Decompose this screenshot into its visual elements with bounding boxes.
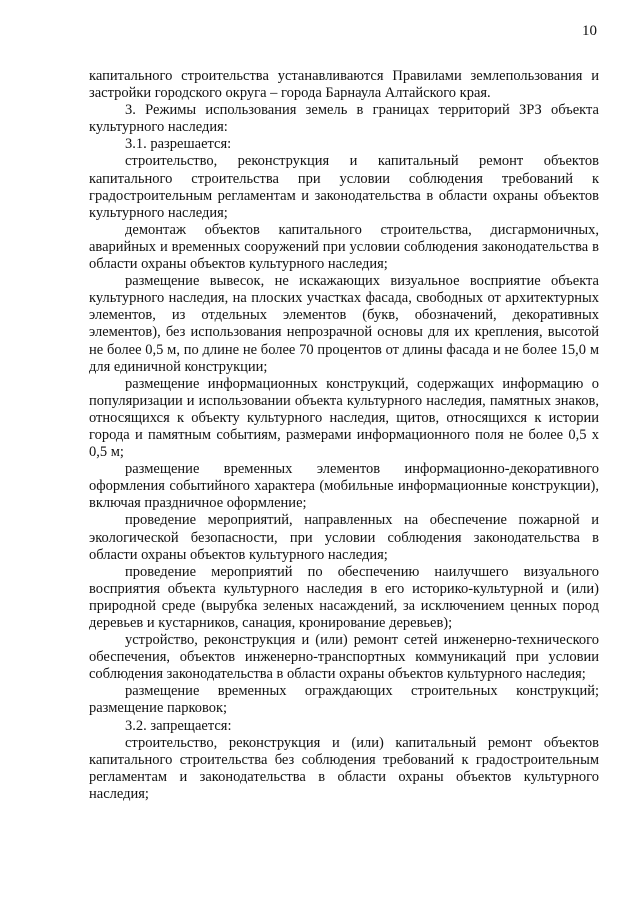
section-heading-3: 3. Режимы использования земель в границах территорий ЗРЗ объекта культурного наследия:: [89, 102, 599, 136]
list-item-temporary-fencing: размещение временных ограждающих строительных конструкций; размещение парковок;: [89, 683, 599, 717]
list-item-prohibited-construction: строительство, реконструкция и (или) капитальный ремонт объектов капитального строительства без соблюдения требований к градостроительным регламентам и законодательства в области охраны объектов культурного наследия;: [89, 734, 599, 802]
subsection-heading-3-1: 3.1. разрешается:: [125, 136, 232, 153]
subsection-heading-3-2: 3.2. запрещается:: [125, 717, 232, 734]
page-number: 10: [582, 23, 597, 39]
paragraph-continuation: капитального строительства устанавливаются Правилами землепользования и застройки городского округа – города Барнаула Алтайского края.: [89, 68, 599, 102]
list-item-info-structures: размещение информационных конструкций, содержащих информацию о популяризации и использовании объекта культурного наследия, памятных знаков, относящихся к объекту культурного наследия, щитов, относящихся к истории города и памятным событиям, размерами информационного поля не более 0,5 х 0,5 м;: [89, 375, 599, 461]
list-item-visual-perception: проведение мероприятий по обеспечению наилучшего визуального восприятия объекта культурного наследия в его историко-культурной и (или) природной среде (вырубка зеленых насаждений, за исключением ценных пород деревьев и кустарников, санация, кронирование деревьев);: [89, 563, 599, 631]
list-item-fire-safety: проведение мероприятий, направленных на обеспечение пожарной и экологической безопасности, при условии соблюдения законодательства в области охраны объектов культурного наследия;: [89, 512, 599, 563]
list-item-temporary-decor: размещение временных элементов информационно-декоративного оформления событийного характера (мобильные информационные конструкции), включая праздничное оформление;: [89, 461, 599, 512]
list-item-construction: строительство, реконструкция и капитальный ремонт объектов капитального строительства при условии соблюдения требований к градостроительным регламентам и законодательства в области охраны объектов культурного наследия;: [89, 153, 599, 221]
document-body: [89, 68, 599, 803]
list-item-demolition: демонтаж объектов капитального строительства, дисгармоничных, аварийных и временных сооружений при условии соблюдения законодательства в области охраны объектов культурного наследия;: [89, 221, 599, 273]
list-item-signage: размещение вывесок, не искажающих визуальное восприятие объекта культурного наследия, на плоских участках фасада, свободных от архитектурных элементов, из отдельных элементов (букв, обозначений, декоративных элементов), без использования непрозрачной основы для их крепления, высотой не более 0,5 м, по длине не более 70 процентов от длины фасада и не более 15,0 м для единичной конструкции;: [89, 273, 599, 375]
list-item-utility-networks: устройство, реконструкция и (или) ремонт сетей инженерно-технического обеспечения, объектов инженерно-транспортных коммуникаций при условии соблюдения законодательства в области охраны объектов культурного наследия;: [89, 632, 599, 683]
